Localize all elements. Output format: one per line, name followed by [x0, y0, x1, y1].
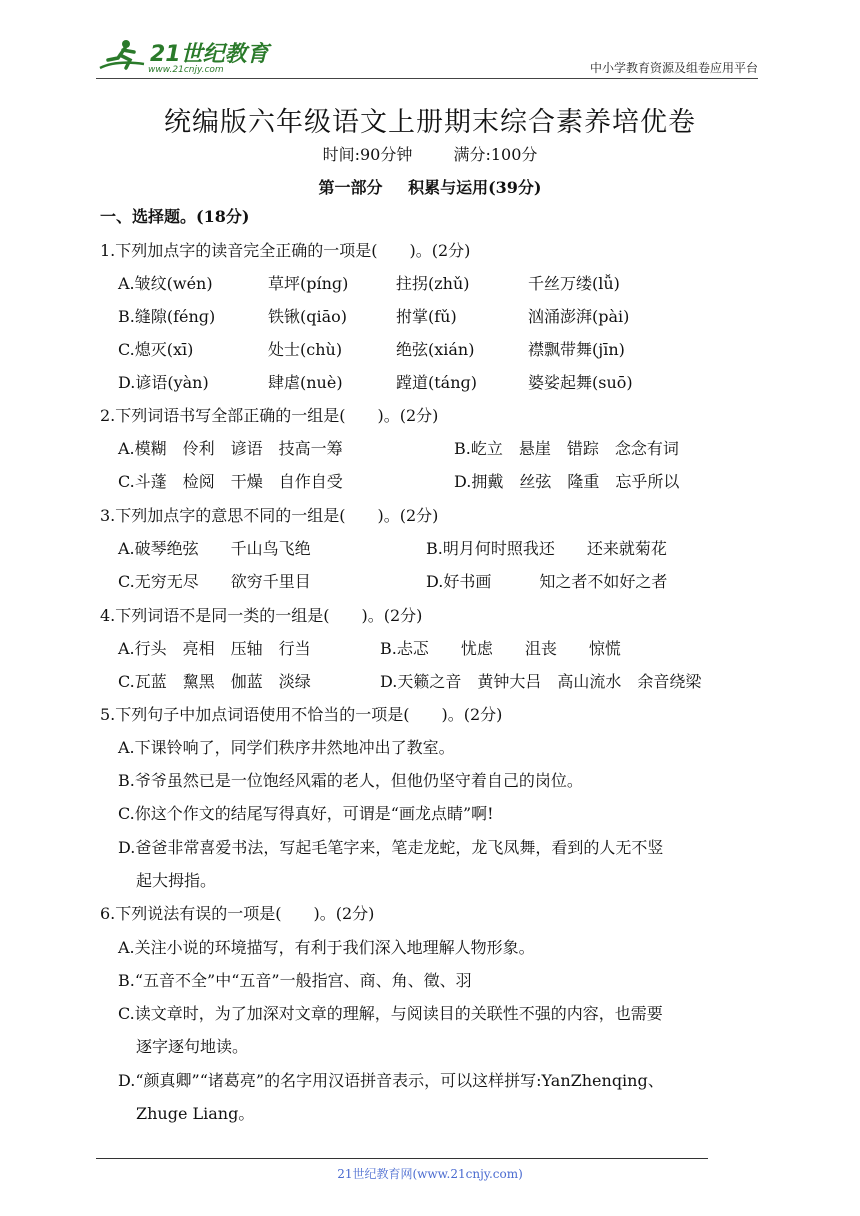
option-cell: B.忐忑 忧虑 沮丧 惊慌 [380, 639, 621, 658]
option-cell: 拊掌(fǔ) [396, 307, 457, 326]
option-cell: 拄拐(zhǔ) [396, 274, 470, 293]
option-line: 逐字逐句地读。 [136, 1037, 249, 1056]
runner-logo-icon [96, 38, 148, 72]
option-cell: A.行头 亮相 压轴 行当 [118, 639, 311, 658]
header-divider [96, 78, 758, 79]
part-heading [0, 175, 860, 198]
option-cell: 千丝万缕(lǚ) [528, 274, 620, 293]
option-cell: 襟飘带舞(jīn) [528, 340, 625, 359]
option-cell: 汹涌澎湃(pài) [528, 307, 630, 326]
page-title: 统编版六年级语文上册期末综合素养培优卷 [164, 107, 696, 138]
option-line: 起大拇指。 [136, 871, 217, 890]
option-line: A.关注小说的环境描写，有利于我们深入地理解人物形象。 [118, 938, 535, 957]
header-tagline: 中小学教育资源及组卷应用平台 [589, 61, 758, 75]
logo-url: www.21cnjy.com [148, 65, 224, 75]
option-cell: D.谚语(yàn) [118, 373, 209, 392]
logo-brand: 21世纪教育 [150, 42, 269, 67]
option-cell: A.模糊 伶利 谚语 技高一筹 [118, 439, 343, 458]
option-cell: 草坪(pínɡ) [268, 274, 349, 293]
option-cell: D.好书画 知之者不如好之者 [426, 572, 668, 591]
option-cell: 处士(chù) [268, 340, 343, 359]
option-cell: D.天籁之音 黄钟大吕 高山流水 余音绕梁 [380, 672, 702, 691]
exam-time: 时间:90分钟 [322, 145, 413, 164]
part-name: 积累与运用(39分) [408, 178, 542, 197]
section-heading: 一、选择题。(18分) [100, 207, 250, 226]
option-cell: C.瓦蓝 黧黑 伽蓝 淡绿 [118, 672, 311, 691]
question-stem: 5.下列句子中加点词语使用不恰当的一项是( )。(2分) [100, 705, 503, 724]
question-stem: 1.下列加点字的读音完全正确的一项是( )。(2分) [100, 241, 471, 260]
option-line: A.下课铃响了，同学们秩序井然地冲出了教室。 [118, 738, 455, 757]
option-line: C.读文章时，为了加深对文章的理解，与阅读目的关联性不强的内容，也需要 [118, 1004, 663, 1023]
exam-meta [0, 142, 860, 165]
option-line: D.“颜真卿”“诸葛亮”的名字用汉语拼音表示，可以这样拼写:YanZhenqing、 [118, 1071, 664, 1090]
option-cell: A.破琴绝弦 千山鸟飞绝 [118, 539, 311, 558]
option-cell: 蹚道(tánɡ) [396, 373, 478, 392]
option-cell: 肆虐(nuè) [268, 373, 343, 392]
question-stem: 2.下列词语书写全部正确的一组是( )。(2分) [100, 406, 439, 425]
option-line: B.爷爷虽然已是一位饱经风霜的老人，但他仍坚守着自己的岗位。 [118, 771, 583, 790]
option-cell: D.拥戴 丝弦 隆重 忘乎所以 [454, 472, 680, 491]
part-label: 第一部分 [318, 178, 383, 197]
footer-text: 21世纪教育网(www.21cnjy.com) [337, 1167, 523, 1181]
option-cell: B.缝隙(fénɡ) [118, 307, 216, 326]
option-cell: 绝弦(xián) [396, 340, 475, 359]
option-cell: C.熄灭(xī) [118, 340, 194, 359]
question-stem: 4.下列词语不是同一类的一组是( )。(2分) [100, 606, 423, 625]
option-line: C.你这个作文的结尾写得真好，可谓是“画龙点睛”啊! [118, 804, 494, 823]
option-cell: C.无穷无尽 欲穷千里目 [118, 572, 311, 591]
option-cell: B.屹立 悬崖 错踪 念念有词 [454, 439, 679, 458]
option-cell: 婆娑起舞(suō) [528, 373, 633, 392]
option-cell: A.皱纹(wén) [118, 274, 213, 293]
option-cell: C.斗蓬 检阅 干燥 自作自受 [118, 472, 343, 491]
exam-score: 满分:100分 [453, 145, 538, 164]
footer-divider [96, 1158, 708, 1159]
question-stem: 3.下列加点字的意思不同的一组是( )。(2分) [100, 506, 439, 525]
page-header [96, 38, 758, 78]
option-cell: 铁锹(qiāo) [268, 307, 348, 326]
option-line: D.爸爸非常喜爱书法，写起毛笔字来，笔走龙蛇，龙飞凤舞，看到的人无不竖 [118, 838, 664, 857]
question-stem: 6.下列说法有误的一项是( )。(2分) [100, 904, 375, 923]
option-line: B.“五音不全”中“五音”一般指宫、商、角、徵、羽 [118, 971, 472, 990]
option-cell: B.明月何时照我还 还来就菊花 [426, 539, 667, 558]
option-line: Zhuge Liang。 [136, 1104, 255, 1123]
